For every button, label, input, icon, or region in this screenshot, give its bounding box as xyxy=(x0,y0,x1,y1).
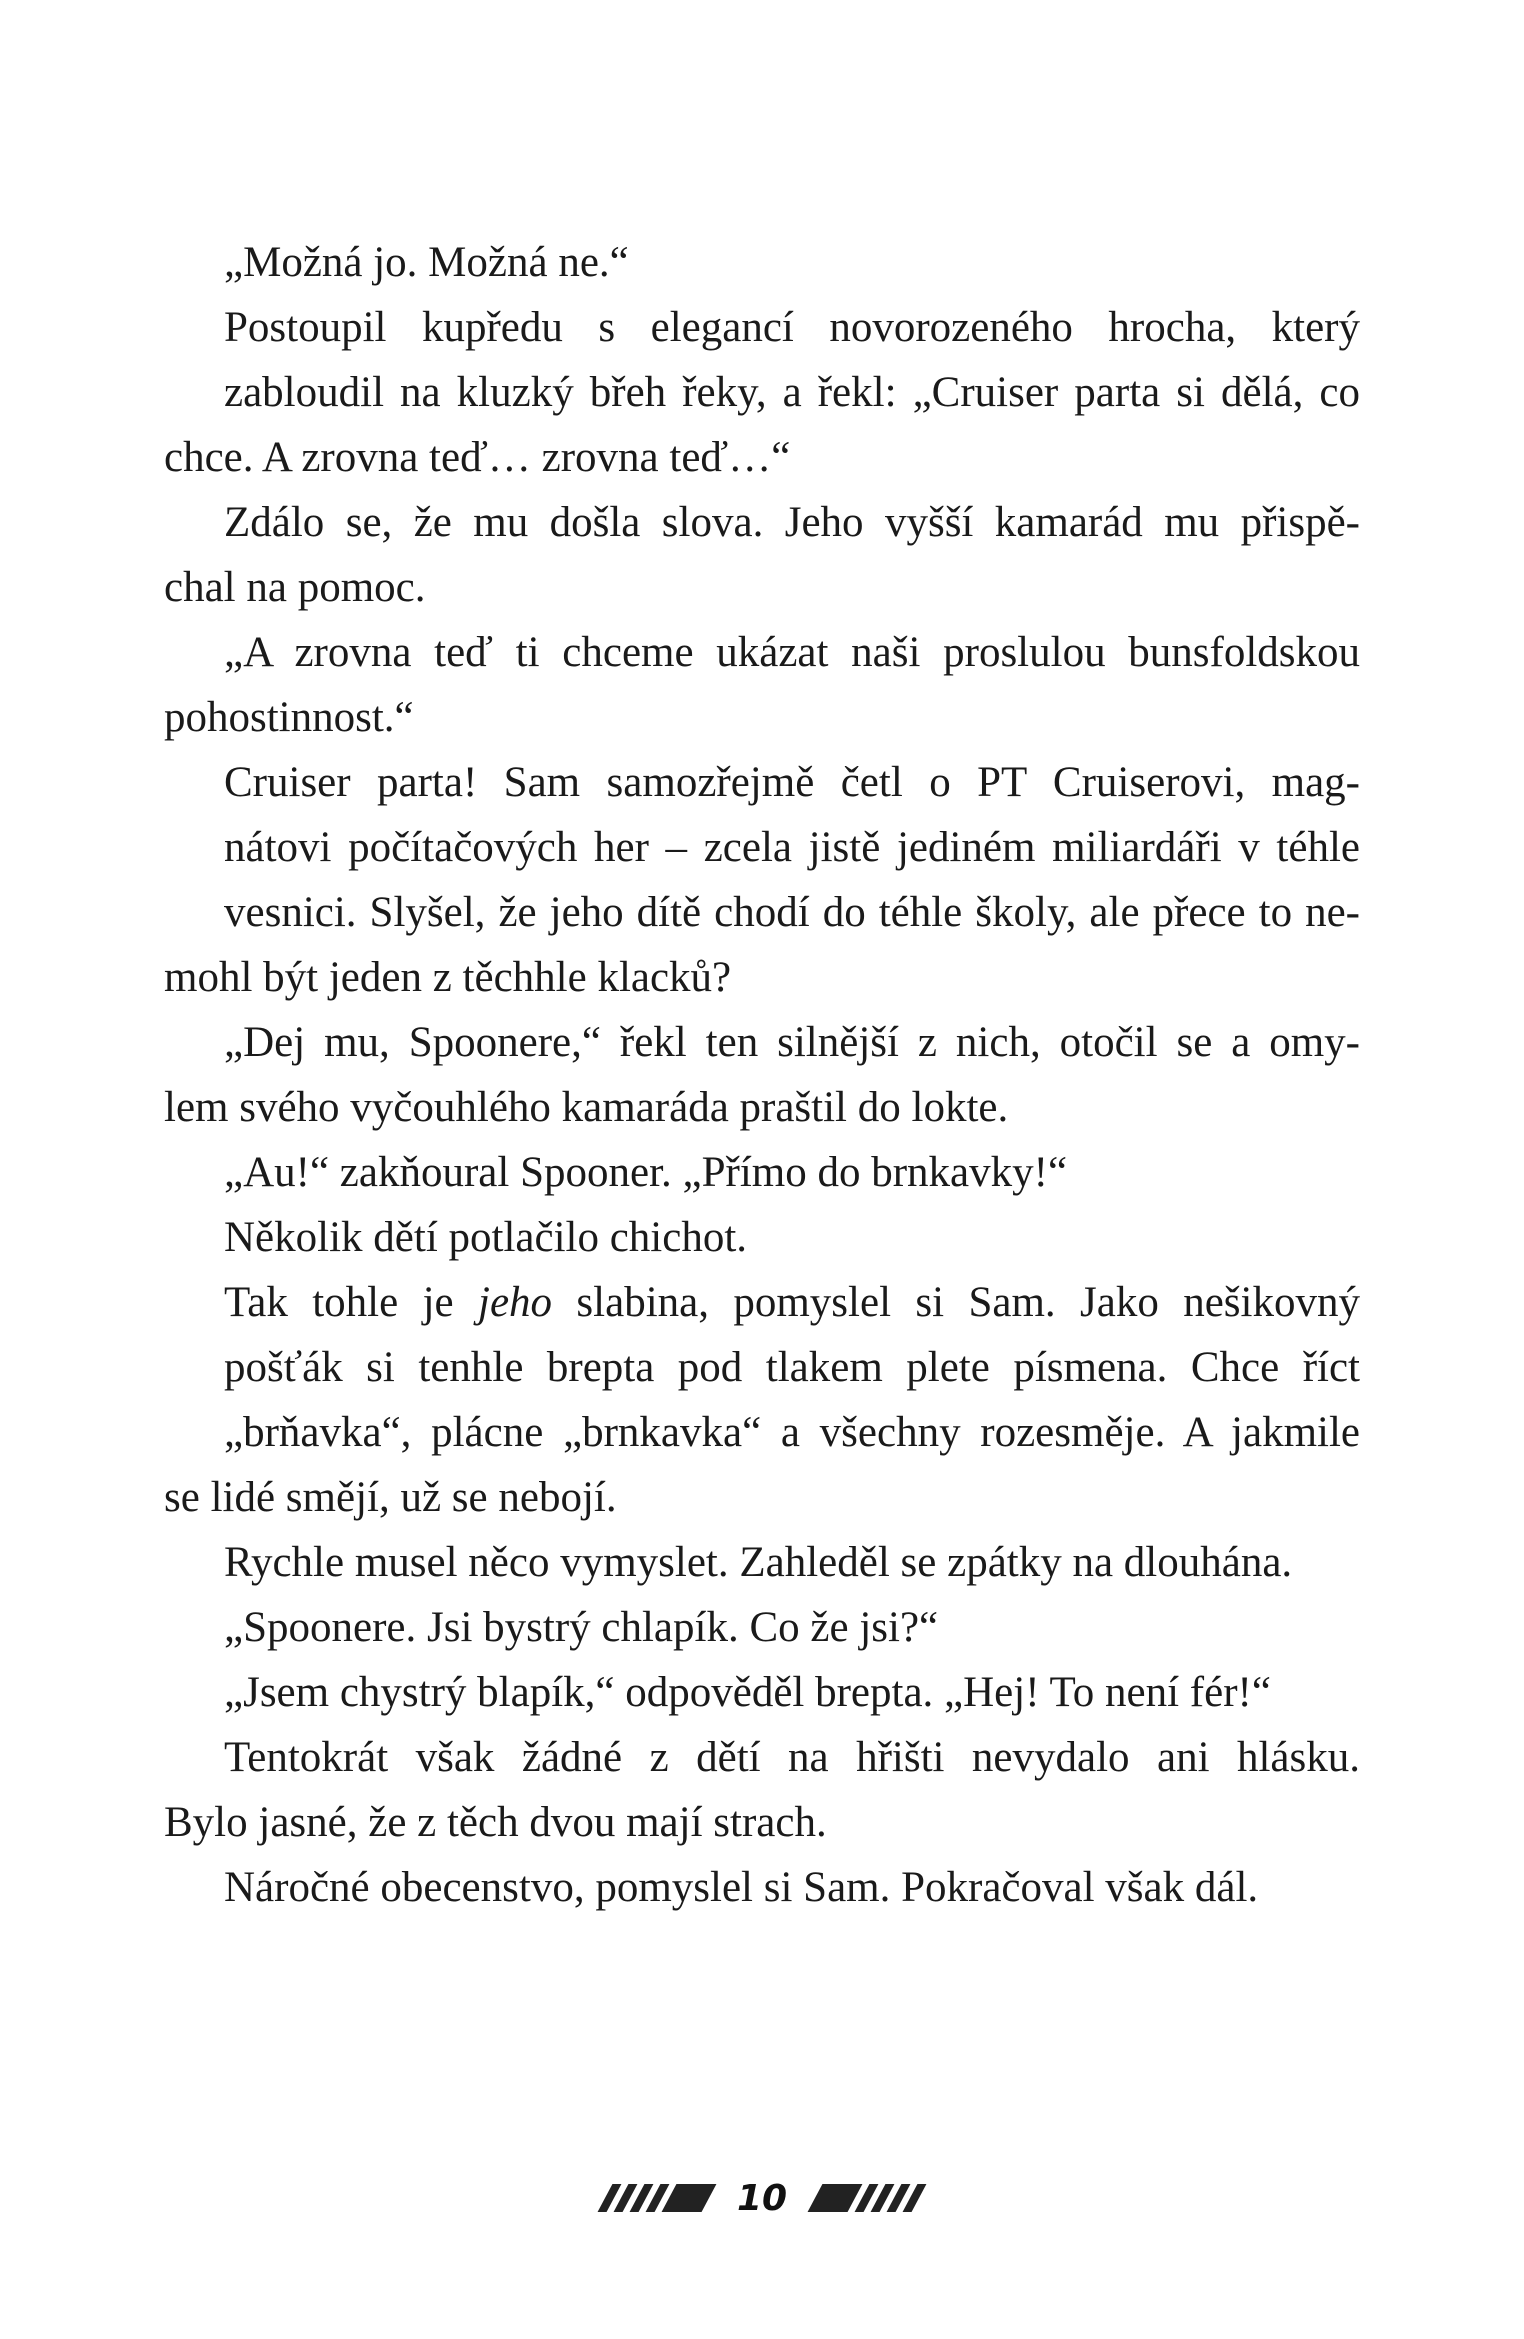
text-line: mohl být jeden z těchhle klacků? xyxy=(164,954,732,1001)
text-line: zabloudil na kluzký břeh řeky, a řekl: „Cruiser parta si dělá, co xyxy=(224,369,1360,416)
paragraph xyxy=(164,1010,1360,1140)
text-line: Zdálo se, že mu došla slova. Jeho vyšší kamarád mu přispě- xyxy=(224,499,1360,546)
paragraph xyxy=(164,490,1360,620)
paragraph xyxy=(164,295,1360,490)
text-line: „Spoonere. Jsi bystrý chlapík. Co že jsi?“ xyxy=(224,1604,939,1651)
text-line: Několik dětí potlačilo chichot. xyxy=(224,1214,748,1261)
text-line: „A zrovna teď ti chceme ukázat naši proslulou bunsfoldskou xyxy=(224,629,1360,676)
text-line: „Možná jo. Možná ne.“ xyxy=(224,239,629,286)
text-line: pohostinnost.“ xyxy=(164,694,414,741)
page-footer xyxy=(0,2168,1524,2228)
text-line: lem svého vyčouhlého kamaráda praštil do lokte. xyxy=(164,1084,1009,1131)
paragraph xyxy=(164,1205,1360,1270)
paragraph xyxy=(164,1855,1360,1920)
text-line: chal na pomoc. xyxy=(164,564,426,611)
paragraph xyxy=(164,230,1360,295)
paragraph xyxy=(164,1140,1360,1205)
stripe xyxy=(808,2184,863,2212)
text-line: „Jsem chystrý blapík,“ odpověděl brepta. „Hej! To není fér!“ xyxy=(224,1669,1271,1716)
text-line: „brňavka“, plácne „brnkavka“ a všechny rozesměje. A jakmile xyxy=(224,1409,1360,1456)
decorative-stripes-left xyxy=(605,2184,709,2212)
text-line: pošťák si tenhle brepta pod tlakem plete písmena. Chce říct xyxy=(224,1344,1360,1391)
text-run: Tak tohle je xyxy=(224,1279,478,1326)
paragraph xyxy=(164,1530,1360,1595)
text-line: Tentokrát však žádné z dětí na hřišti nevydalo ani hlásku. xyxy=(224,1734,1360,1781)
text-line: Rychle musel něco vymyslet. Zahleděl se zpátky na dlouhána. xyxy=(224,1539,1293,1586)
stripe xyxy=(661,2184,716,2212)
text-line: Náročné obecenstvo, pomyslel si Sam. Pokračoval však dál. xyxy=(224,1864,1259,1911)
decorative-stripes-right xyxy=(815,2184,919,2212)
text-run: slabina, pomyslel si Sam. Jako nešikovný xyxy=(552,1279,1360,1326)
text-line: vesnici. Slyšel, že jeho dítě chodí do téhle školy, ale přece to ne- xyxy=(224,889,1360,936)
paragraph xyxy=(164,750,1360,1010)
text-line: se lidé smějí, už se nebojí. xyxy=(164,1474,617,1521)
text-line: Postoupil kupředu s elegancí novorozeného hrocha, který xyxy=(224,304,1360,351)
paragraph xyxy=(164,1595,1360,1660)
emphasis: jeho xyxy=(478,1279,553,1326)
text-line xyxy=(164,1270,1360,1335)
paragraph xyxy=(164,1660,1360,1725)
text-line: Bylo jasné, že z těch dvou mají strach. xyxy=(164,1799,827,1846)
page-number: 10 xyxy=(736,2177,788,2219)
text-line: nátovi počítačových her – zcela jistě jediném miliardáři v téhle xyxy=(224,824,1360,871)
body-text xyxy=(164,230,1360,1920)
paragraph xyxy=(164,1725,1360,1855)
text-line: „Au!“ zakňoural Spooner. „Přímo do brnkavky!“ xyxy=(224,1149,1068,1196)
text-line: „Dej mu, Spoonere,“ řekl ten silnější z nich, otočil se a omy- xyxy=(224,1019,1360,1066)
text-line: chce. A zrovna teď… zrovna teď…“ xyxy=(164,434,791,481)
paragraph xyxy=(164,1270,1360,1530)
paragraph xyxy=(164,620,1360,750)
text-line: Cruiser parta! Sam samozřejmě četl o PT Cruiserovi, mag- xyxy=(224,759,1360,806)
